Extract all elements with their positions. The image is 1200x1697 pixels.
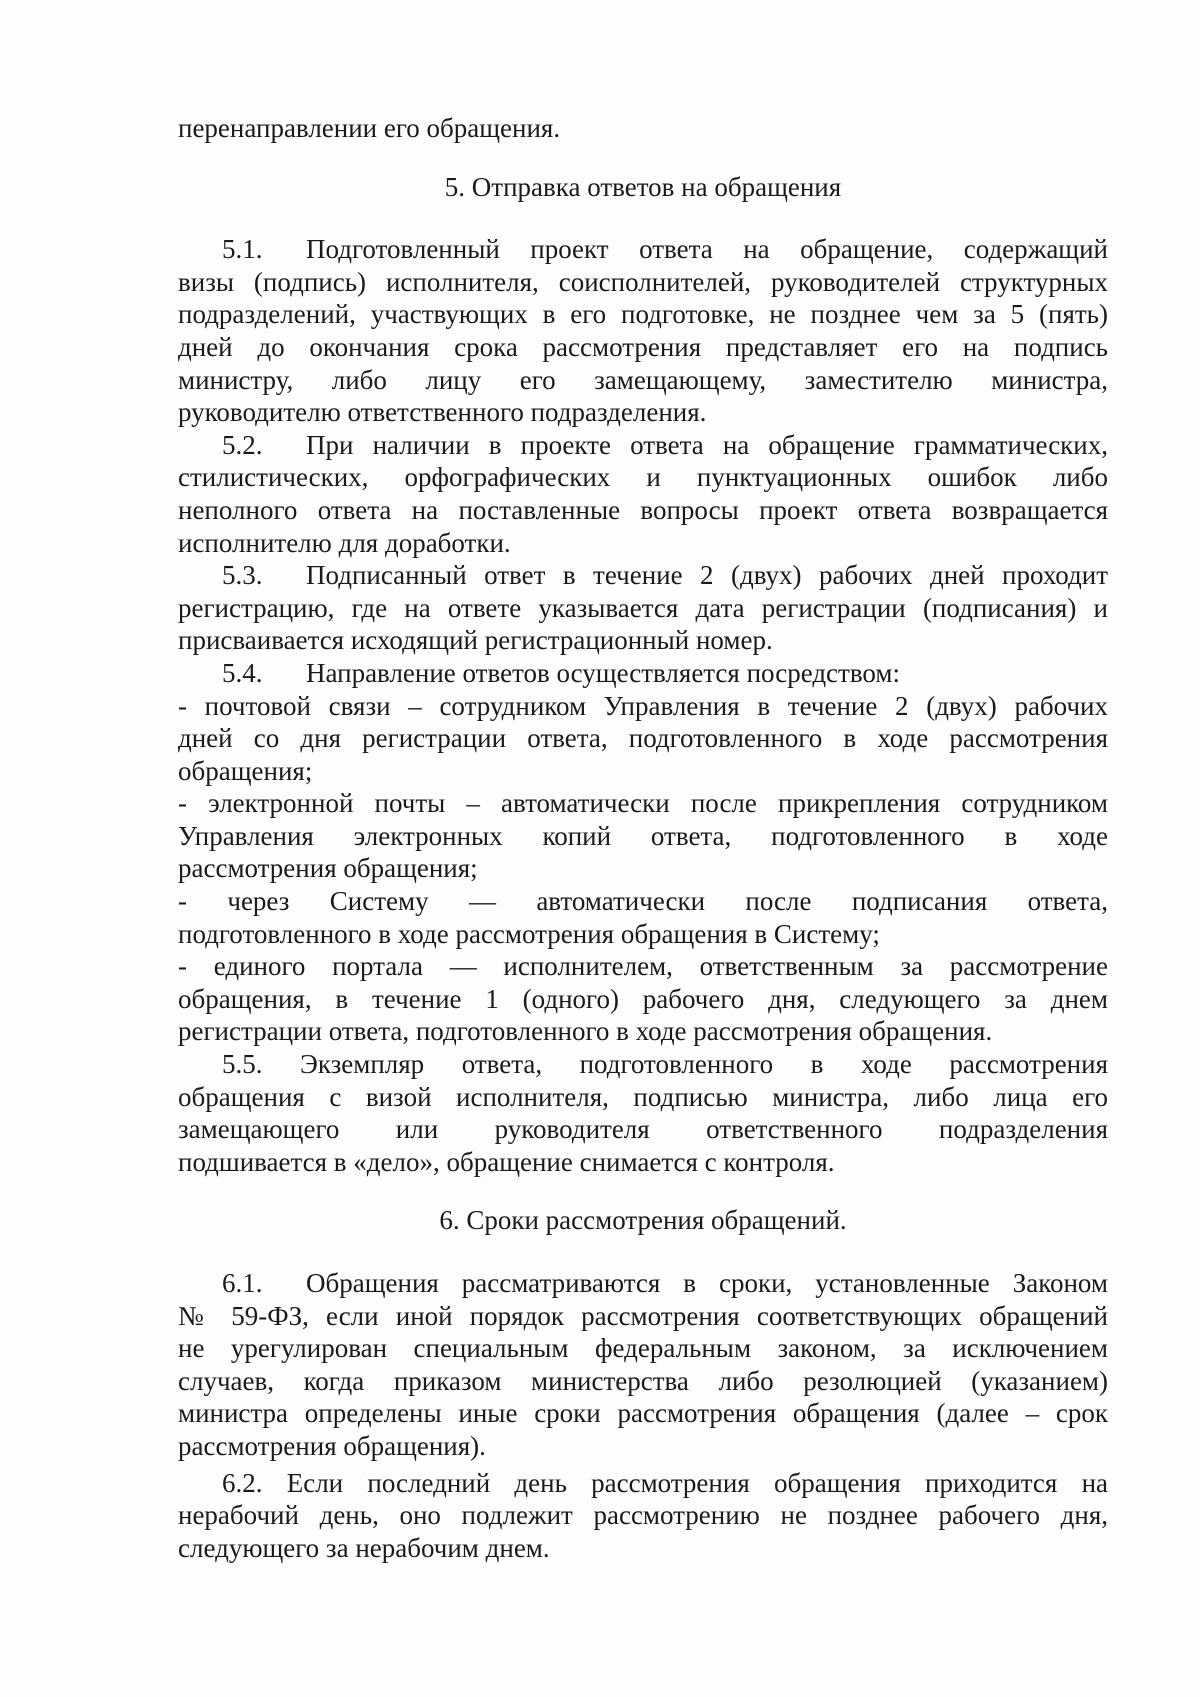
text-line: регистрацию, где на ответе указывается дата регистрации (подписания) и <box>178 592 1108 623</box>
text-line: обращения; <box>178 755 313 786</box>
section-heading-6: 6. Сроки рассмотрения обращений. <box>439 1205 847 1236</box>
paragraph-6-2-line: 6.2. Если последний день рассмотрения обращения приходится на <box>222 1467 1108 1498</box>
section-heading-5: 5. Отправка ответов на обращения <box>444 171 842 202</box>
text-line: стилистических, орфографических и пунктуационных ошибок либо <box>178 462 1108 493</box>
text-span: Обращения рассматриваются в сроки, установленные Законом <box>306 1268 1108 1298</box>
text-span: При наличии в проекте ответа на обращение грамматических, <box>306 429 1108 460</box>
paragraph-5-2-line <box>178 429 1108 462</box>
paragraph-5-1-line <box>178 233 1108 266</box>
text-line: - почтовой связи – сотрудником Управления в течение 2 (двух) рабочих <box>178 690 1108 721</box>
text-line: № 59-ФЗ, если иной порядок рассмотрения соответствующих обращений <box>178 1300 1108 1331</box>
text-line: подготовленного в ходе рассмотрения обращения в Систему; <box>178 918 880 949</box>
text-line: подшивается в «дело», обращение снимается с контроля. <box>178 1146 835 1177</box>
paragraph-number: 6.1. <box>222 1268 263 1298</box>
text-line: - единого портала — исполнителем, ответственным за рассмотрение <box>178 951 1108 982</box>
text-line: визы (подпись) исполнителя, соисполнителей, руководителей структурных <box>178 266 1108 297</box>
text-line: Управления электронных копий ответа, подготовленного в ходе <box>178 820 1108 851</box>
paragraph-number: 5.4. <box>222 657 263 688</box>
text-line: замещающего или руководителя ответственного подразделения <box>178 1114 1108 1145</box>
text-line: подразделений, участвующих в его подготовке, не позднее чем за 5 (пять) <box>178 299 1108 330</box>
text-line: следующего за нерабочим днем. <box>178 1532 550 1563</box>
text-line: обращения с визой исполнителя, подписью министра, либо лица его <box>178 1081 1108 1112</box>
paragraph-5-3-line <box>178 559 1108 592</box>
text-line: министра определены иные сроки рассмотрения обращения (далее – срок <box>178 1398 1108 1429</box>
paragraph-6-1-line <box>178 1267 1108 1300</box>
text-line: дней со дня регистрации ответа, подготовленного в ходе рассмотрения <box>178 723 1108 754</box>
text-line: - через Систему — автоматически после подписания ответа, <box>178 886 1108 917</box>
text-line: нерабочий день, оно подлежит рассмотрению не позднее рабочего дня, <box>178 1500 1108 1531</box>
paragraph-number: 5.1. <box>222 234 263 265</box>
text-span: Направление ответов осуществляется посредством: <box>306 657 900 688</box>
text-line: рассмотрения обращения). <box>178 1430 486 1461</box>
text-line: регистрации ответа, подготовленного в ходе рассмотрения обращения. <box>178 1016 993 1047</box>
paragraph-number: 5.3. <box>222 560 263 591</box>
text-line: присваивается исходящий регистрационный номер. <box>178 625 773 656</box>
text-span: Подготовленный проект ответа на обращение, содержащий <box>306 234 1108 265</box>
text-line: - электронной почты – автоматически после прикрепления сотрудником <box>178 788 1108 819</box>
text-line: случаев, когда приказом министерства либо резолюцией (указанием) <box>178 1365 1108 1396</box>
paragraph-5-5-line: 5.5. Экземпляр ответа, подготовленного в ходе рассмотрения <box>222 1049 1108 1080</box>
text-line: не урегулирован специальным федеральным законом, за исключением <box>178 1333 1108 1364</box>
text-span: Подписанный ответ в течение 2 (двух) рабочих дней проходит <box>306 560 1108 591</box>
text-line: дней до окончания срока рассмотрения представляет его на подпись <box>178 331 1108 362</box>
text-line: руководителю ответственного подразделения. <box>178 397 707 428</box>
paragraph-5-4-line <box>178 657 1108 690</box>
text-line: обращения, в течение 1 (одного) рабочего дня, следующего за днем <box>178 983 1108 1014</box>
document-body <box>178 112 1108 1564</box>
text-line: рассмотрения обращения; <box>178 853 478 884</box>
text-line: неполного ответа на поставленные вопросы проект ответа возвращается <box>178 494 1108 525</box>
text-line: исполнителю для доработки. <box>178 527 511 558</box>
paragraph-number: 5.2. <box>222 429 263 460</box>
text-line: министру, либо лицу его замещающему, заместителю министра, <box>178 364 1108 395</box>
text-line: перенаправлении его обращения. <box>178 113 561 143</box>
